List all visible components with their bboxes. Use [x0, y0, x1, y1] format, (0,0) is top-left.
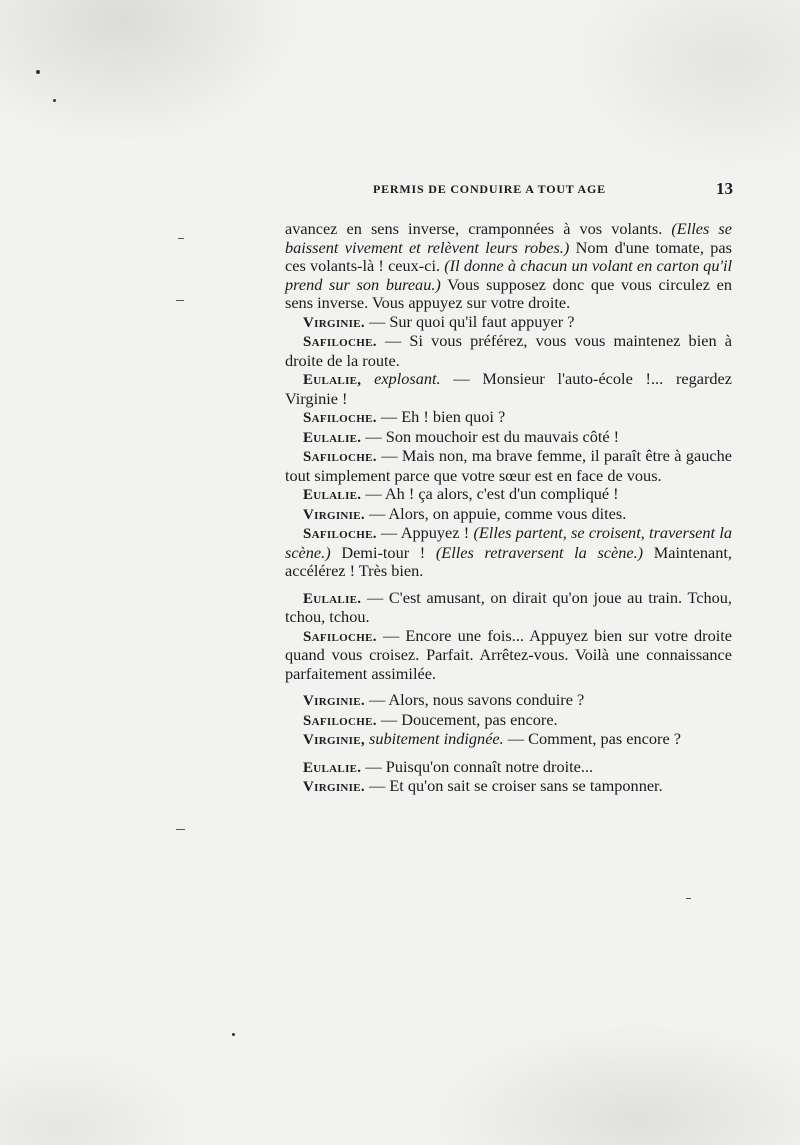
speaker: Safiloche.: [303, 526, 377, 542]
stage-direction: (Elles se baissent vivement et relèvent leurs robes.): [285, 219, 732, 257]
scan-speck: [53, 99, 56, 102]
dialogue-line: Safiloche. — Si vous préférez, vous vous maintenez bien à droite de la route.: [285, 331, 732, 370]
dialogue-line: Virginie. — Alors, on appuie, comme vous dites.: [303, 503, 627, 523]
dialogue-line: Eulalie. — C'est amusant, on dirait qu'on joue au train. Tchou, tchou, tchou.: [285, 587, 732, 626]
paragraph: avancez en sens inverse, cramponnées à vos volants. (Elles se baissent vivement et relèvent leurs robes.) Nom d'une tomate, pas ces volants-là ! ceux-ci. (Il donne à chacun un volant en carton qu'il prend sur son bureau.) Vous supposez donc que vous circulez en sens inverse. Vous appuyez sur votre droite.: [285, 219, 732, 312]
margin-mark: [176, 300, 184, 301]
page-number: 13: [716, 179, 733, 198]
stage-direction: (Elles partent, se croisent, traversent la scène.): [285, 523, 733, 562]
scan-speck: [232, 1033, 235, 1036]
dialogue-line: Virginie, subitement indignée. — Comment, pas encore ?: [303, 729, 681, 748]
stage-direction: subitement indignée.: [368, 729, 504, 748]
dialogue-line: Safiloche. — Appuyez ! (Elles partent, se croisent, traversent la scène.) Demi-tour ! (Elles retraversent la scène.) Maintenant, accélérez ! Très bien.: [285, 523, 733, 580]
running-title: PERMIS DE CONDUIRE A TOUT AGE: [373, 182, 606, 196]
speaker: Safiloche.: [303, 334, 377, 350]
running-head: [373, 180, 733, 200]
speaker: Safiloche.: [303, 449, 377, 465]
dialogue-line: Eulalie. — Ah ! ça alors, c'est d'un compliqué !: [303, 484, 619, 503]
margin-mark: [178, 238, 184, 239]
stage-direction: explosant.: [374, 369, 441, 388]
dialogue-line: Safiloche. — Doucement, pas encore.: [303, 709, 558, 729]
dialogue-line: Safiloche. — Encore une fois... Appuyez bien sur votre droite quand vous croisez. Parfait. Arrêtez-vous. Voilà une connaissance parfaitement assimilée.: [285, 625, 732, 683]
stage-direction: (Il donne à chacun un volant en carton qu'il prend sur son bureau.): [285, 256, 732, 294]
dialogue-line: Virginie. — Sur quoi qu'il faut appuyer ?: [303, 311, 575, 331]
speaker: Virginie.: [303, 506, 365, 523]
speaker: Virginie.: [303, 693, 365, 709]
speaker: Eulalie,: [303, 372, 362, 388]
speaker: Virginie.: [303, 314, 365, 331]
dialogue-line: Eulalie. — Son mouchoir est du mauvais côté !: [303, 426, 620, 446]
margin-mark: [176, 829, 185, 830]
dialogue-line: Safiloche. — Eh ! bien quoi ?: [303, 407, 506, 426]
dialogue-line: Eulalie. — Puisqu'on connaît notre droite...: [303, 756, 594, 776]
dialogue-line: Virginie. — Et qu'on sait se croiser sans se tamponner.: [303, 776, 663, 795]
speaker: Virginie.: [303, 779, 365, 795]
margin-mark: [686, 898, 691, 899]
speaker: Eulalie.: [303, 590, 362, 607]
dialogue-line: Virginie. — Alors, nous savons conduire ?: [303, 690, 585, 709]
speaker: Safiloche.: [303, 410, 377, 426]
scan-speck: [36, 70, 40, 74]
play-text: [285, 220, 732, 797]
speaker: Eulalie.: [303, 429, 362, 446]
dialogue-line: Safiloche. — Mais non, ma brave femme, il paraît être à gauche tout simplement parce que votre sœur est en face de vous.: [285, 446, 732, 485]
speaker: Eulalie.: [303, 759, 362, 776]
speaker: Eulalie.: [303, 487, 362, 503]
speaker: Safiloche.: [303, 712, 377, 729]
stage-direction: (Elles retraversent la scène.): [435, 542, 644, 562]
speaker: Virginie,: [303, 732, 365, 748]
dialogue-line: Eulalie, explosant. — Monsieur l'auto-école !... regardez Virginie !: [285, 369, 732, 408]
speaker: Safiloche.: [303, 628, 377, 645]
